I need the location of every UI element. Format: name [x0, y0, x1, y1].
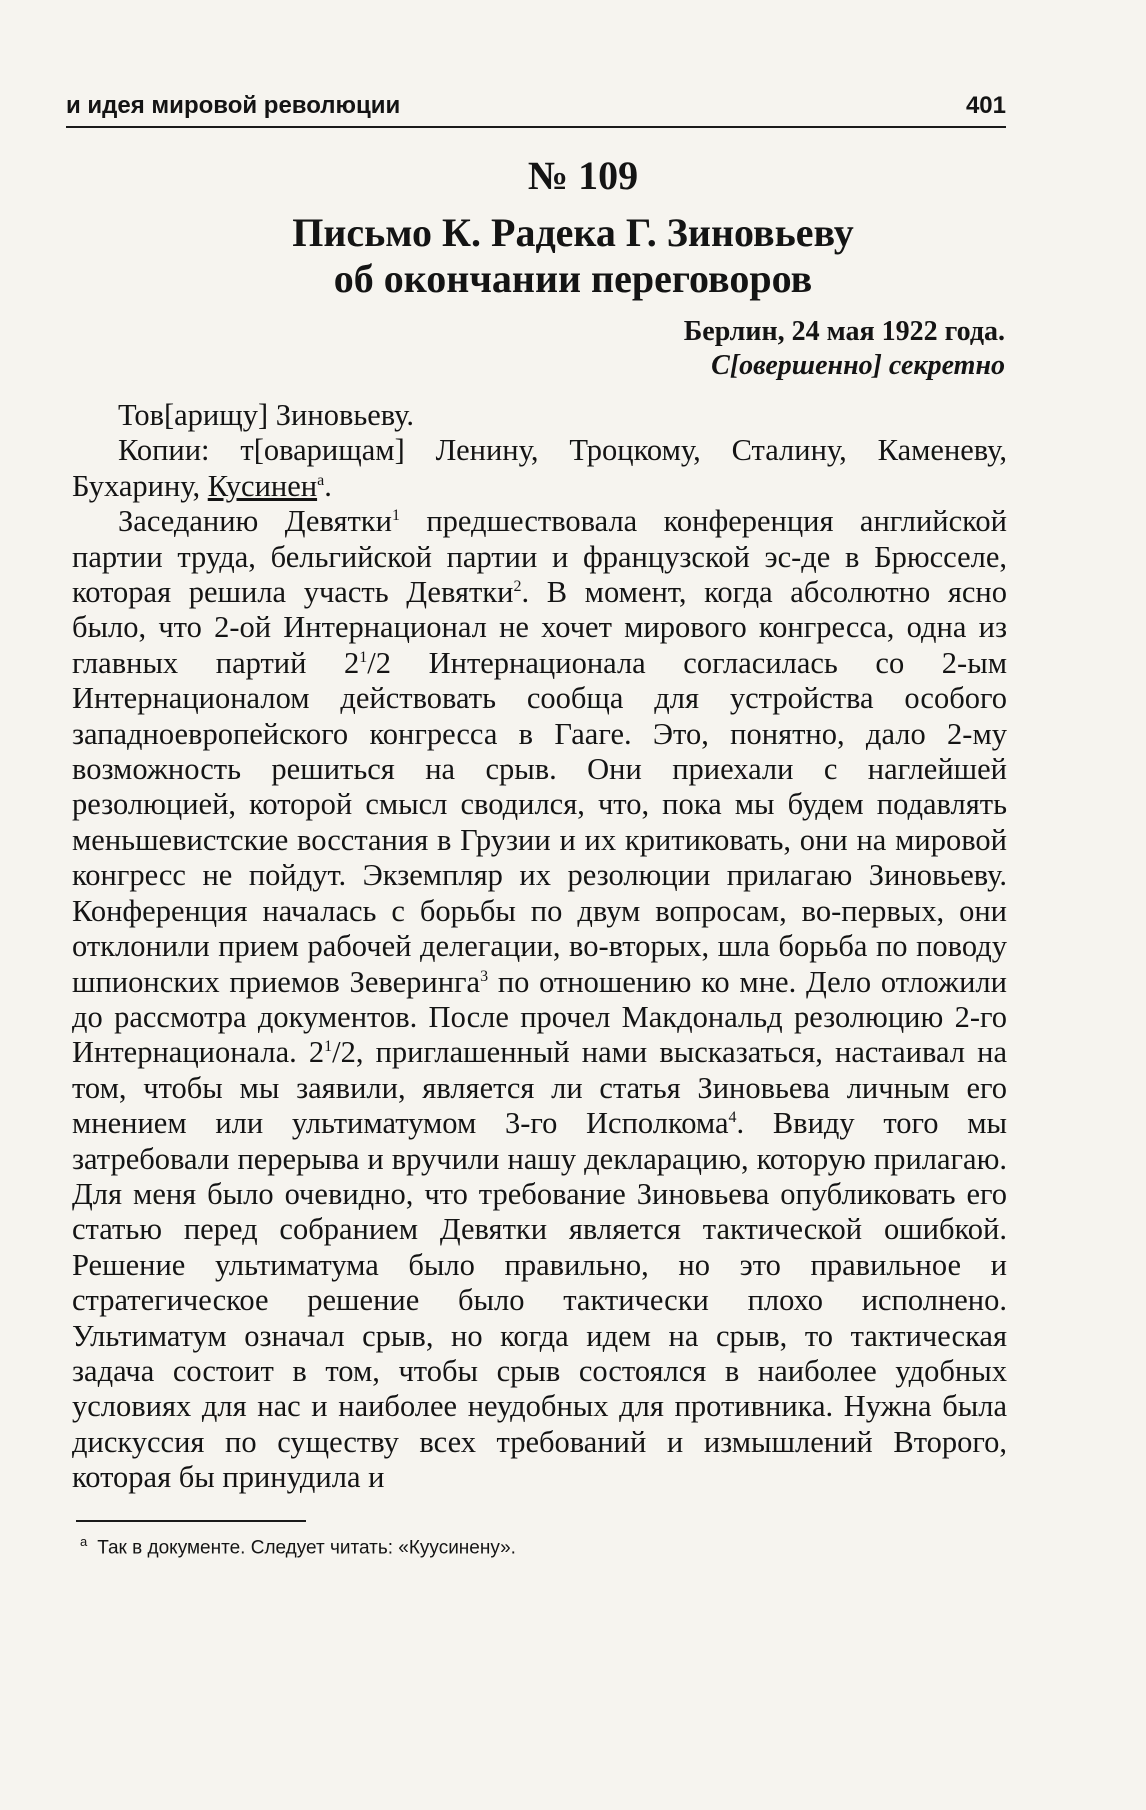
document-title-line-1: Письмо К. Радека Г. Зиновьеву [292, 210, 854, 255]
text-segment: по отношению ко мне. Дело отложили до рассмотра документов. После прочел Макдональд резолюцию 2-го Интернационала. 2 [72, 964, 1007, 1070]
letter-body [72, 398, 1007, 1496]
fraction-numerator: 1 [324, 1038, 333, 1056]
fraction-denominator: /2 [332, 1035, 356, 1070]
document-title-line-2: об окончании переговоров [333, 256, 813, 301]
footnote-ref-2: 2 [513, 577, 522, 595]
fraction-denominator: /2 [367, 645, 392, 680]
footnote-ref-1: 1 [391, 507, 400, 525]
footnote [80, 1534, 516, 1559]
addressee-paragraph: Тов[арищу] Зиновьеву. [118, 398, 414, 432]
document-number: № 109 [527, 153, 639, 198]
text-segment: предшествовала конференция английской партии труда, бельгийской партии и французской эс-де в Брюсселе, которая решила участь Девятки [72, 504, 1007, 610]
page-number: 401 [965, 92, 1006, 119]
main-paragraph [72, 504, 1007, 1495]
footnote-ref-3: 3 [480, 967, 489, 985]
place-and-date: Берлин, 24 мая 1922 года. [683, 316, 1005, 347]
copies-paragraph [72, 433, 1007, 504]
copies-end: . [324, 468, 332, 503]
text-segment: , приглашенный нами высказаться, настаивал на том, чтобы мы заявили, является ли статья Зиновьева личным его мнением или ультиматумом 3-го Исполкома [72, 1035, 1007, 1141]
footnote-ref-4: 4 [728, 1108, 737, 1126]
footnote-text: Так в документе. Следует читать: «Куусинену». [97, 1537, 516, 1559]
page-header [66, 86, 1006, 128]
text-segment: Интернационала согласилась со 2-ым Интернационалом действовать сообща для устройства особого западноевропейского конгресса в Гааге. Это, понятно, дало 2-му возможность решиться на срыв. Они приехали с наглейшей резолюцией, которой смысл сводился, что, пока мы будем подавлять меньшевистские восстания в Грузии и их критиковать, они на мировой конгресс не пойдут. Экземпляр их резолюции прилагаю Зиновьеву. Конференция началась с борьбы по двум вопросам, во-первых, они отклонили прием рабочей делегации, во-вторых, шла борьба по поводу шпионских приемов Зеверинга [72, 645, 1007, 999]
running-title: и идея мировой революции [66, 92, 401, 119]
text-segment: Заседанию Девятки [118, 504, 392, 539]
text-segment: . В момент, когда абсолютно ясно было, что 2-ой Интернационал не хочет мирового конгресса, одна из главных партий 2 [72, 575, 1007, 680]
secrecy-classification: С[овершенно] секретно [711, 350, 1005, 381]
underlined-name: Кусинен [207, 468, 318, 503]
footnote-ref-a: а [317, 471, 325, 489]
fraction-numerator: 1 [359, 648, 368, 666]
footnote-divider [76, 1520, 306, 1522]
document-title [0, 210, 1146, 302]
copies-text: Копии: т[оварищам] Ленину, Троцкому, Сталину, Каменеву, Бухарину, [72, 433, 1007, 503]
footnote-mark: а [80, 1534, 88, 1549]
text-segment: . Ввиду того мы затребовали перерыва и вручили нашу декларацию, которую прилагаю. Для меня было очевидно, что требование Зиновьева опубликовать его статью перед собранием Девятки является тактической ошибкой. Решение ультиматума было правильно, но это правильное и стратегическое решение было тактически плохо исполнено. Ультиматум означал срыв, но когда идем на срыв, то тактическая задача состоит в том, чтобы срыв состоялся в наиболее удобных условиях для нас и наиболее неудобных для противника. Нужна была дискуссия по существу всех требований и измышлений Второго, которая бы принудила и [72, 1106, 1007, 1495]
